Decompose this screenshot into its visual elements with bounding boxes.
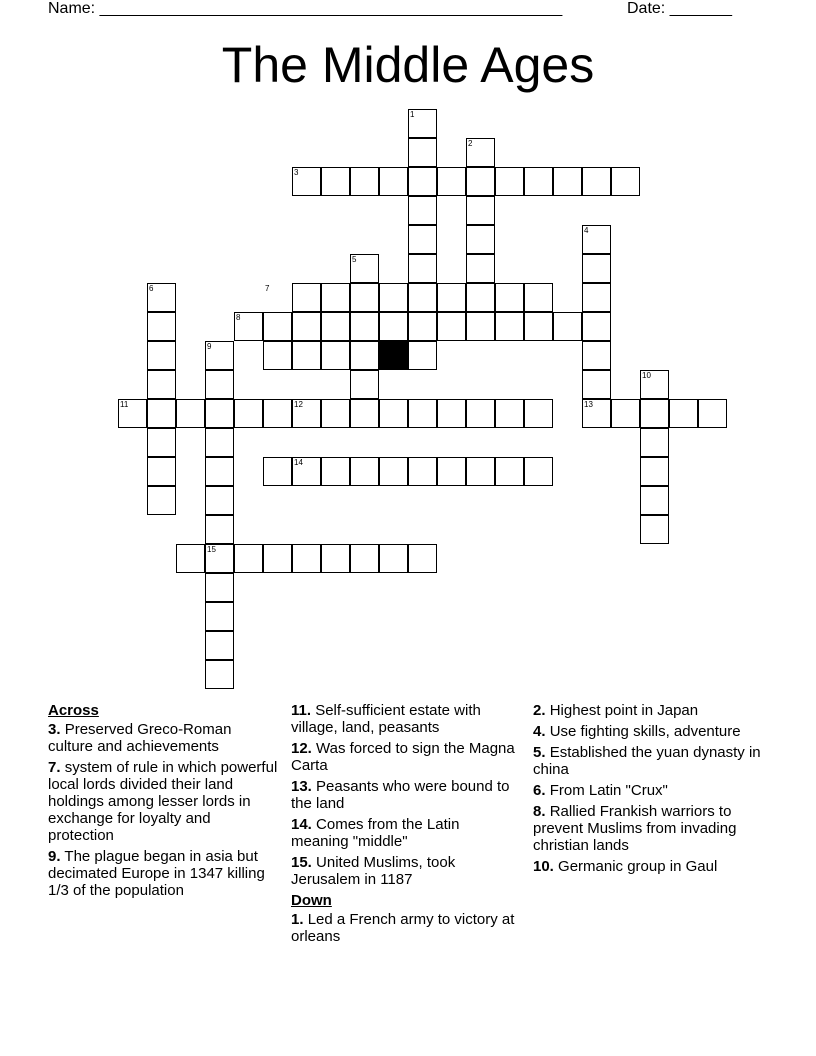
grid-cell[interactable] (234, 399, 263, 428)
grid-cell[interactable] (263, 544, 292, 573)
clue-text: Comes from the Latin meaning "middle" (291, 816, 460, 850)
clue-across-9 (48, 848, 278, 899)
grid-cell[interactable] (611, 167, 640, 196)
clue-number: 8. (533, 803, 546, 820)
grid-cell[interactable] (147, 370, 176, 399)
clue-text: Peasants who were bound to the land (291, 778, 510, 812)
grid-number: 2 (468, 139, 473, 148)
clue-down-8 (533, 803, 773, 854)
grid-cell[interactable] (205, 631, 234, 660)
grid-cell[interactable] (466, 196, 495, 225)
grid-cell[interactable] (147, 341, 176, 370)
grid-cell[interactable] (321, 341, 350, 370)
clue-column-1 (48, 702, 278, 903)
grid-cell[interactable] (350, 370, 379, 399)
grid-cell[interactable] (205, 602, 234, 631)
grid-cell[interactable] (176, 544, 205, 573)
grid-cell[interactable] (495, 167, 524, 196)
grid-cell[interactable] (205, 457, 234, 486)
grid-cell[interactable] (640, 457, 669, 486)
grid-number: 8 (236, 313, 241, 322)
grid-cell[interactable] (379, 283, 408, 312)
clue-text: Led a French army to victory at orleans (291, 911, 515, 945)
grid-cell[interactable] (611, 399, 640, 428)
grid-cell[interactable] (379, 544, 408, 573)
down-heading: Down (291, 892, 332, 909)
across-heading: Across (48, 702, 99, 719)
black-cell (379, 341, 408, 370)
grid-cell[interactable] (640, 515, 669, 544)
clue-text: Self-sufficient estate with village, land, peasants (291, 702, 481, 736)
grid-cell[interactable] (408, 254, 437, 283)
grid-number: 14 (294, 458, 303, 467)
clue-down-2 (533, 702, 773, 719)
grid-cell[interactable] (408, 225, 437, 254)
grid-cell[interactable] (379, 167, 408, 196)
clue-text: The plague began in asia but decimated Europe in 1347 killing 1/3 of the population (48, 848, 265, 899)
clue-number: 2. (533, 702, 546, 719)
grid-cell[interactable] (321, 283, 350, 312)
clue-down-4 (533, 723, 773, 740)
clue-down-10 (533, 858, 773, 875)
page-title: The Middle Ages (221, 37, 595, 93)
grid-cell[interactable] (582, 370, 611, 399)
clue-across-15 (291, 854, 516, 888)
grid-cell[interactable] (408, 167, 437, 196)
grid-number: 1 (410, 110, 415, 119)
clue-number: 9. (48, 848, 61, 865)
grid-cell[interactable] (669, 399, 698, 428)
clue-across-13 (291, 778, 516, 812)
grid-cell[interactable] (437, 399, 466, 428)
grid-cell[interactable] (263, 341, 292, 370)
grid-number: 11 (120, 400, 129, 409)
grid-number: 13 (584, 400, 593, 409)
clue-down-6 (533, 782, 773, 799)
grid-cell[interactable] (495, 399, 524, 428)
clue-column-3 (533, 702, 773, 879)
grid-cell[interactable] (350, 399, 379, 428)
grid-number: 3 (294, 168, 299, 177)
grid-cell[interactable] (234, 544, 263, 573)
grid-cell[interactable] (263, 312, 292, 341)
grid-cell[interactable] (263, 457, 292, 486)
grid-cell[interactable] (205, 428, 234, 457)
clue-across-7 (48, 759, 278, 844)
grid-cell[interactable] (553, 312, 582, 341)
grid-cell[interactable] (466, 312, 495, 341)
grid-cell[interactable] (640, 399, 669, 428)
grid-cell[interactable] (379, 399, 408, 428)
grid-cell[interactable] (205, 370, 234, 399)
grid-cell[interactable] (205, 573, 234, 602)
grid-cell[interactable] (147, 457, 176, 486)
grid-cell[interactable] (350, 341, 379, 370)
name-field-label: Name: ____________________________________________________ (48, 0, 563, 17)
clue-down-5 (533, 744, 773, 778)
grid-cell[interactable] (524, 399, 553, 428)
grid-number: 12 (294, 400, 303, 409)
grid-cell[interactable] (350, 544, 379, 573)
grid-cell[interactable] (524, 312, 553, 341)
grid-cell[interactable] (350, 283, 379, 312)
clue-text: system of rule in which powerful local lords divided their land holdings among lesser lords in exchange for loyalty and protection (48, 759, 278, 844)
grid-cell[interactable] (698, 399, 727, 428)
grid-cell[interactable] (437, 312, 466, 341)
grid-number: 10 (642, 371, 651, 380)
grid-cell[interactable] (582, 312, 611, 341)
clue-number: 4. (533, 723, 546, 740)
clue-text: United Muslims, took Jerusalem in 1187 (291, 854, 456, 888)
grid-cell[interactable] (466, 457, 495, 486)
grid-cell[interactable] (350, 457, 379, 486)
grid-cell[interactable] (408, 283, 437, 312)
grid-cell[interactable] (408, 399, 437, 428)
grid-cell[interactable] (350, 167, 379, 196)
grid-cell[interactable] (408, 341, 437, 370)
grid-cell[interactable] (205, 515, 234, 544)
grid-number: 9 (207, 342, 212, 351)
grid-cell[interactable] (495, 457, 524, 486)
grid-cell[interactable] (640, 486, 669, 515)
grid-cell[interactable] (408, 457, 437, 486)
clue-text: Rallied Frankish warriors to prevent Muslims from invading christian lands (533, 803, 737, 854)
clue-down-1 (291, 911, 516, 945)
clue-across-11 (291, 702, 516, 736)
clue-number: 11. (291, 702, 312, 719)
grid-cell[interactable] (147, 428, 176, 457)
clue-across-14 (291, 816, 516, 850)
clue-text: Preserved Greco-Roman culture and achievements (48, 721, 232, 755)
clue-number: 7. (48, 759, 61, 776)
clue-text: Was forced to sign the Magna Carta (291, 740, 515, 774)
clue-number: 15. (291, 854, 312, 871)
clue-number: 14. (291, 816, 312, 833)
grid-cell[interactable] (147, 399, 176, 428)
clue-text: Established the yuan dynasty in china (533, 744, 761, 778)
clue-across-3 (48, 721, 278, 755)
grid-cell[interactable] (466, 225, 495, 254)
grid-cell[interactable] (321, 399, 350, 428)
grid-cell[interactable] (408, 196, 437, 225)
clue-text: Use fighting skills, adventure (549, 723, 741, 740)
grid-cell[interactable] (292, 341, 321, 370)
clue-number: 10. (533, 858, 554, 875)
grid-cell[interactable] (176, 399, 205, 428)
grid-number: 15 (207, 545, 216, 554)
grid-cell[interactable] (292, 544, 321, 573)
grid-cell[interactable] (466, 399, 495, 428)
grid-cell[interactable] (524, 167, 553, 196)
grid-cell[interactable] (321, 457, 350, 486)
clue-across-12 (291, 740, 516, 774)
grid-cell[interactable] (408, 138, 437, 167)
grid-cell[interactable] (408, 544, 437, 573)
clue-number: 5. (533, 744, 546, 761)
grid-cell[interactable] (437, 457, 466, 486)
grid-cell[interactable] (321, 167, 350, 196)
grid-number: 5 (352, 255, 357, 264)
grid-cell[interactable] (321, 312, 350, 341)
grid-cell[interactable] (321, 544, 350, 573)
grid-cell[interactable] (466, 167, 495, 196)
grid-cell[interactable] (408, 312, 437, 341)
grid-cell[interactable] (640, 428, 669, 457)
grid-cell[interactable] (582, 254, 611, 283)
grid-cell[interactable] (205, 660, 234, 689)
clue-number: 13. (291, 778, 312, 795)
clue-number: 3. (48, 721, 61, 738)
grid-cell[interactable] (147, 312, 176, 341)
date-field-label: Date: _______ (627, 0, 732, 17)
clue-column-2 (291, 702, 516, 949)
grid-cell[interactable] (379, 312, 408, 341)
grid-cell[interactable] (437, 167, 466, 196)
grid-cell[interactable] (350, 312, 379, 341)
grid-cell[interactable] (437, 283, 466, 312)
grid-cell[interactable] (263, 399, 292, 428)
grid-cell[interactable] (292, 283, 321, 312)
grid-cell[interactable] (524, 283, 553, 312)
clue-number: 1. (291, 911, 304, 928)
grid-number: 7 (265, 284, 270, 293)
grid-number: 4 (584, 226, 589, 235)
grid-cell[interactable] (205, 486, 234, 515)
grid-cell[interactable] (524, 457, 553, 486)
grid-cell[interactable] (495, 312, 524, 341)
grid-cell[interactable] (147, 486, 176, 515)
clue-text: From Latin "Crux" (549, 782, 668, 799)
grid-cell[interactable] (582, 167, 611, 196)
grid-cell[interactable] (495, 283, 524, 312)
grid-cell[interactable] (582, 283, 611, 312)
grid-cell[interactable] (379, 457, 408, 486)
clue-text: Germanic group in Gaul (558, 858, 718, 875)
clue-number: 12. (291, 740, 312, 757)
grid-cell[interactable] (205, 399, 234, 428)
grid-cell[interactable] (466, 254, 495, 283)
grid-cell[interactable] (466, 283, 495, 312)
grid-cell[interactable] (292, 312, 321, 341)
clue-number: 6. (533, 782, 546, 799)
grid-number: 6 (149, 284, 154, 293)
grid-cell[interactable] (582, 341, 611, 370)
clue-text: Highest point in Japan (549, 702, 699, 719)
grid-cell[interactable] (553, 167, 582, 196)
